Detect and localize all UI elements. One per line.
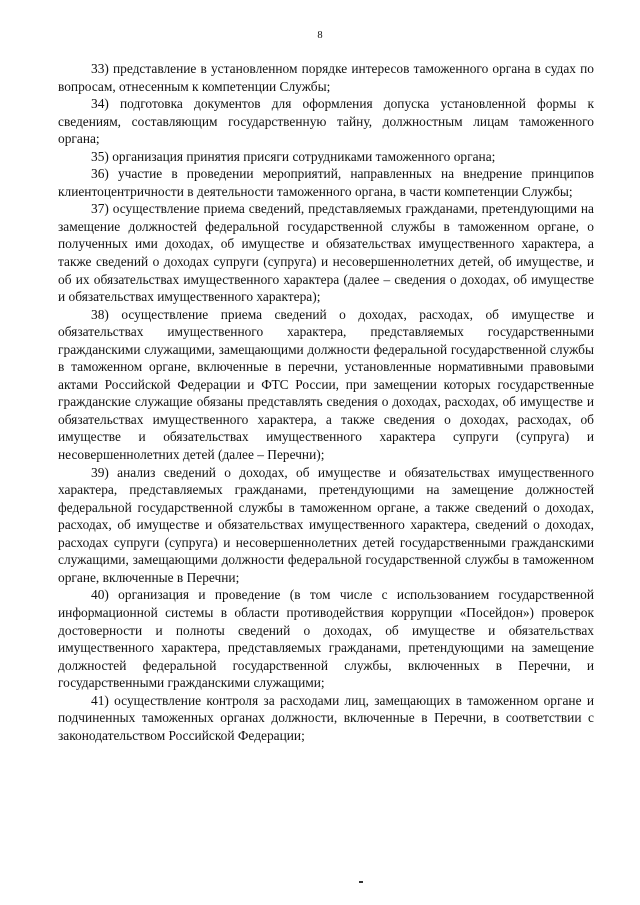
- paragraph-41: 41) осуществление контроля за расходами лиц, замещающих в таможенном органе и подчиненных таможенных органах должности, включенные в Перечни, в соответствии с законодательством Российской Федерации;: [58, 692, 594, 743]
- document-body: [58, 60, 594, 744]
- paragraph-38: 38) осуществление приема сведений о доходах, расходах, об имуществе и обязательствах имущественного характера, представляемых государственными гражданскими служащими, замещающими должности федеральной государственной службы в таможенном органе, включенные в перечни, установленные нормативными правовыми актами Российской Федерации и ФТС России, при замещении которых государственные гражданские служащие обязаны представлять сведения о доходах, расходах, об имуществе и обязательствах имущественного характера, а также сведения о доходах, расходах, об имуществе и обязательствах имущественного характера супруги (супруга) и несовершеннолетних детей (далее – Перечни);: [58, 306, 594, 463]
- scan-mark: [359, 881, 363, 883]
- page-number: 8: [317, 30, 323, 41]
- paragraph-34: 34) подготовка документов для оформления допуска установленной формы к сведениям, составляющим государственную тайну, должностным лицам таможенного органа;: [58, 96, 594, 147]
- paragraph-40: 40) организация и проведение (в том числе с использованием государственной информационной системы в области противодействия коррупции «Посейдон») проверок достоверности и полноты сведений о доходах, об имуществе и обязательствах имущественного характера, представляемых гражданами, претендующими на замещение должностей федеральной государственной службы, включенных в Перечни, и государственными гражданскими служащими;: [58, 587, 594, 691]
- paragraph-37: 37) осуществление приема сведений, представляемых гражданами, претендующими на замещение должностей федеральной государственной службы в таможенном органе, о полученных ими доходах, об имуществе и обязательствах имущественного характера, а также сведений о доходах супруги (супруга) и несовершеннолетних детей, об имуществе, и об их обязательствах имущественного характера (далее – сведения о доходах, об имуществе и обязательствах имущественного характера);: [58, 201, 594, 305]
- paragraph-35: 35) организация принятия присяги сотрудниками таможенного органа;: [91, 148, 496, 164]
- paragraph-33: 33) представление в установленном порядке интересов таможенного органа в судах по вопросам, отнесенным к компетенции Службы;: [58, 61, 594, 94]
- paragraph-36: 36) участие в проведении мероприятий, направленных на внедрение принципов клиентоцентричности в деятельности таможенного органа, в части компетенции Службы;: [58, 166, 594, 199]
- paragraph-39: 39) анализ сведений о доходах, об имуществе и обязательствах имущественного характера, представляемых гражданами, претендующими на замещение должностей федеральной государственной службы в таможенном органе, а также сведений о доходах, расходах, об имуществе и обязательствах имущественного характера, сведений о доходах, расходах супруги (супруга) и несовершеннолетних детей государственными гражданскими служащими, замещающими должности федеральной государственной службы в таможенном органе, включенные в Перечни;: [58, 464, 594, 585]
